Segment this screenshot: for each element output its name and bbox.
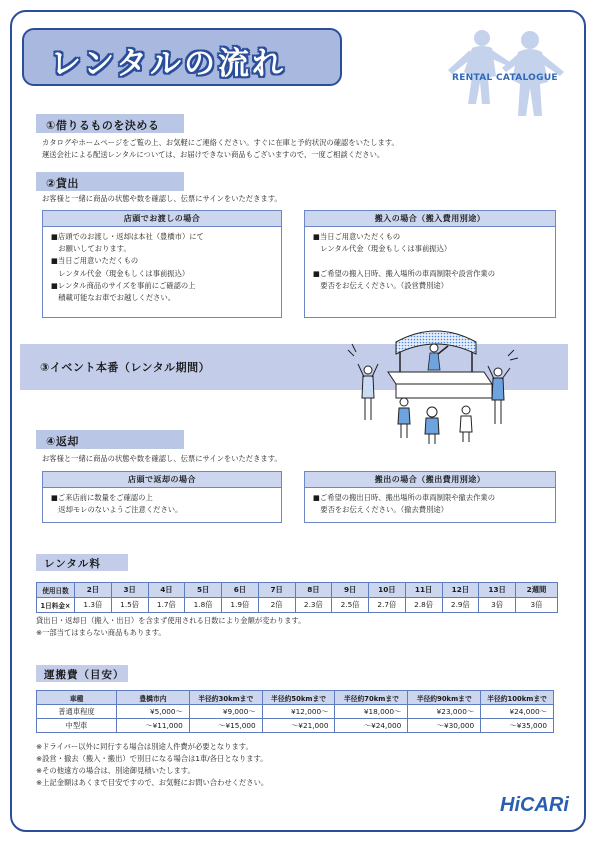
- store-return-card-title: 店頭で返却の場合: [43, 472, 281, 488]
- delivery-cell: ¥18,000〜: [335, 705, 408, 719]
- fee-rate-cell: 3倍: [516, 598, 558, 613]
- delivery-cell: ¥24,000〜: [481, 705, 554, 719]
- fee-header-cell: 11日: [405, 583, 442, 598]
- fee-header-cell: 9日: [332, 583, 369, 598]
- fee-rate-cell: 1日料金×: [37, 598, 75, 613]
- page-title: レンタルの流れ: [50, 46, 286, 82]
- rental-fee-note-2: ※一部当てはまらない商品もあります。: [36, 628, 166, 637]
- delivery-cell: 〜¥11,000: [117, 719, 190, 733]
- fee-header-cell: 12日: [442, 583, 479, 598]
- delivery-note-4: ※上記金額はあくまで目安ですので、お気軽にお問い合わせください。: [36, 778, 269, 787]
- fee-rate-cell: 1.9倍: [222, 598, 259, 613]
- rental-fee-heading: レンタル料: [36, 554, 128, 571]
- delivery-in-card: [304, 210, 556, 318]
- delivery-out-card: [304, 471, 556, 523]
- delivery-cell: 〜¥21,000: [262, 719, 335, 733]
- store-return-card: [42, 471, 282, 523]
- store-pickup-card-title: 店頭でお渡しの場合: [43, 211, 281, 227]
- delivery-cell: 〜¥30,000: [408, 719, 481, 733]
- delivery-out-card-body: ■ご希望の搬出日時、搬出場所の車両制限や撤去作業の 要否をお伝えください。（撤去費別途）: [313, 493, 496, 515]
- fee-rate-cell: 2.3倍: [295, 598, 332, 613]
- step2-heading: ②貸出: [36, 172, 184, 191]
- delivery-cell: 〜¥15,000: [189, 719, 262, 733]
- fee-header-cell: 3日: [111, 583, 148, 598]
- fee-rate-cell: 1.8倍: [185, 598, 222, 613]
- delivery-header-cell: 豊橋市内: [117, 691, 190, 705]
- hicari-logo: HiCARi: [500, 794, 569, 816]
- store-return-card-body: ■ご来店前に数量をご確認の上 返却モレのないようご注意ください。: [51, 493, 183, 515]
- delivery-cell: ¥23,000〜: [408, 705, 481, 719]
- fee-rate-cell: 2倍: [258, 598, 295, 613]
- delivery-header-cell: 半径約50kmまで: [262, 691, 335, 705]
- delivery-cell: ¥9,000〜: [189, 705, 262, 719]
- delivery-row-standard: [37, 705, 554, 719]
- delivery-cell: 普通車程度: [37, 705, 117, 719]
- delivery-row-midsize: [37, 719, 554, 733]
- fee-rate-cell: 2.9倍: [442, 598, 479, 613]
- event-stage-illustration: [338, 320, 528, 445]
- rental-fee-table: [36, 582, 558, 613]
- step1-text-1: カタログやホームページをご覧の上、お気軽にご連絡ください。すぐに在庫と予約状況の確認をいたします。: [42, 138, 399, 147]
- step1-text-2: 運送会社による配送レンタルについては、お届けできない商品もございますので、一度ご相談ください。: [42, 150, 385, 159]
- fee-rate-cell: 2.7倍: [369, 598, 406, 613]
- fee-header-cell: 4日: [148, 583, 185, 598]
- fee-header-cell: 10日: [369, 583, 406, 598]
- delivery-cell: 〜¥24,000: [335, 719, 408, 733]
- rental-catalogue-tag: RENTAL CATALOGUE: [452, 73, 558, 83]
- delivery-cell: ¥5,000〜: [117, 705, 190, 719]
- delivery-header-row: [37, 691, 554, 705]
- delivery-header-cell: 半径約30kmまで: [189, 691, 262, 705]
- fee-rate-cell: 2.8倍: [405, 598, 442, 613]
- step4-text: お客様と一緒に商品の状態や数を確認し、伝票にサインをいただきます。: [42, 454, 282, 463]
- rental-fee-note-1: 貸出日・返却日（搬入・出日）を含まず使用される日数により金額が変わります。: [36, 616, 306, 625]
- store-pickup-card-body: ■店頭でのお渡し・返却は本社（豊橋市）にて お願いしております。 ■当日ご用意いただくもの レンタル代金（現金もしくは事前振込） ■レンタル商品のサイズを事前にご確認の上 積載可能なお車でお越しください。: [51, 232, 204, 303]
- fee-rate-cell: 2.5倍: [332, 598, 369, 613]
- fee-header-cell: 2週間: [516, 583, 558, 598]
- delivery-header-cell: 半径約90kmまで: [408, 691, 481, 705]
- fee-rate-cell: 1.3倍: [75, 598, 112, 613]
- delivery-note-2: ※設営・撤去（搬入・搬出）で別日になる場合は1車/各日となります。: [36, 754, 268, 763]
- delivery-header-cell: 半径約70kmまで: [335, 691, 408, 705]
- delivery-header-cell: 半径約100kmまで: [481, 691, 554, 705]
- delivery-note-3: ※その他遠方の場合は、別途御見積いたします。: [36, 766, 195, 775]
- fee-header-cell: 2日: [75, 583, 112, 598]
- delivery-in-card-body: ■当日ご用意いただくもの レンタル代金（現金もしくは事前振込） ■ご希望の搬入日時、搬入場所の車両制限や設営作業の 要否をお伝えください。（設営費別途）: [313, 232, 496, 290]
- store-pickup-card: [42, 210, 282, 318]
- delivery-cell: 〜¥35,000: [481, 719, 554, 733]
- fee-rate-cell: 3倍: [479, 598, 516, 613]
- delivery-fee-heading: 運搬費（目安）: [36, 665, 128, 682]
- fee-header-cell: 6日: [222, 583, 259, 598]
- fee-rate-cell: 1.7倍: [148, 598, 185, 613]
- step4-heading: ④返却: [36, 430, 184, 449]
- fee-header-cell: 13日: [479, 583, 516, 598]
- fee-header-cell: 8日: [295, 583, 332, 598]
- delivery-cell: 中型車: [37, 719, 117, 733]
- fee-header-cell: 7日: [258, 583, 295, 598]
- step3-heading: ③イベント本番（レンタル期間）: [40, 361, 211, 374]
- delivery-cell: ¥12,000〜: [262, 705, 335, 719]
- rental-fee-header-row: [37, 583, 558, 598]
- fee-rate-cell: 1.5倍: [111, 598, 148, 613]
- step1-heading: ①借りるものを決める: [36, 114, 184, 133]
- page-title-box: [22, 28, 342, 86]
- delivery-in-card-title: 搬入の場合（搬入費用別途）: [305, 211, 555, 227]
- delivery-fee-table: [36, 690, 554, 733]
- delivery-note-1: ※ドライバー以外に同行する場合は別途人件費が必要となります。: [36, 742, 253, 751]
- fee-header-cell: 5日: [185, 583, 222, 598]
- fee-header-cell: 使用日数: [37, 583, 75, 598]
- step2-text: お客様と一緒に商品の状態や数を確認し、伝票にサインをいただきます。: [42, 194, 282, 203]
- delivery-header-cell: 車種: [37, 691, 117, 705]
- delivery-out-card-title: 搬出の場合（搬出費用別途）: [305, 472, 555, 488]
- rental-fee-rate-row: [37, 598, 558, 613]
